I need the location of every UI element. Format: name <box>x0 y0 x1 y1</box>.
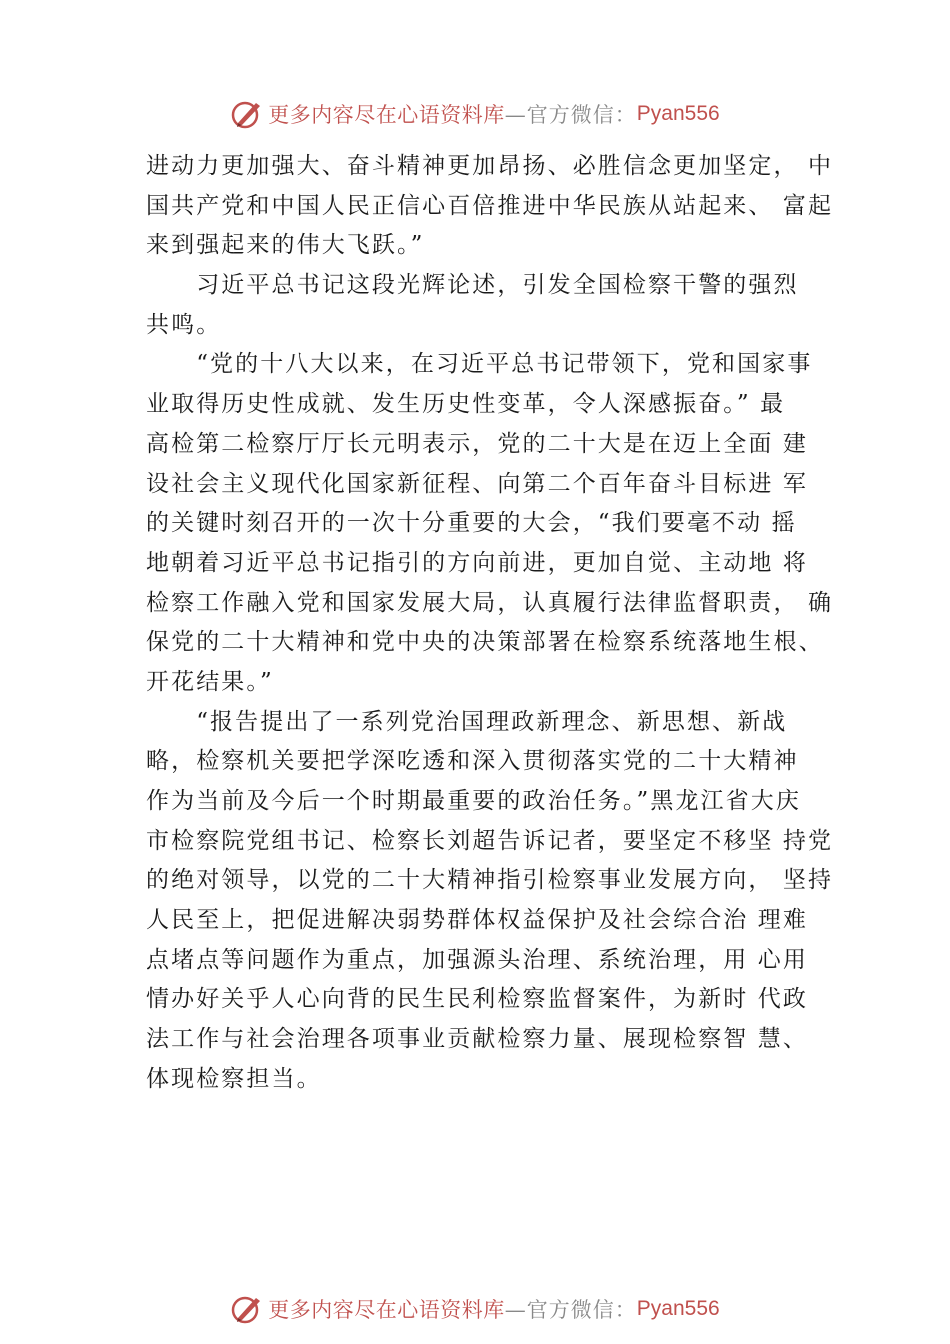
text-line: 人民至上，把促进解决弱势群体权益保护及社会综合治 理难 <box>146 907 809 934</box>
footer-official-label: —官方微信： <box>504 1298 637 1322</box>
header-wechat-id: Pyan556 <box>636 102 720 125</box>
text-line: 的绝对领导，以党的二十大精神指引检察事业发展方向， 坚持 <box>146 867 834 894</box>
text-line: 地朝着习近平总书记指引的方向前进，更加自觉、主动地 将 <box>146 549 809 576</box>
text-line: 保党的二十大精神和党中央的决策部署在检察系统落地生根、 <box>146 629 824 656</box>
text-line: 开花结果。” <box>146 668 274 695</box>
text-line: 作为当前及今后一个时期最重要的政治任务。”黑龙江省大庆 <box>146 788 801 814</box>
text-line: 来到强起来的伟大飞跃。” <box>146 232 425 259</box>
text-line: “党的十八大以来，在习近平总书记带领下，党和国家事 <box>146 351 813 378</box>
footer-banner <box>0 1291 950 1327</box>
text-line: 国共产党和中国人民正信心百倍推进中华民族从站起来、 富起 <box>146 192 834 219</box>
header-brand: 更多内容尽在心语资料库 <box>268 103 505 127</box>
header-official-label: —官方微信： <box>504 103 637 127</box>
text-line: 市检察院党组书记、检察长刘超告诉记者，要坚定不移坚 持党 <box>146 827 834 854</box>
text-line: 的关键时刻召开的一次十分重要的大会，“我们要毫不动 摇 <box>146 510 797 537</box>
text-line: 高检第二检察厅厅长元明表示，党的二十大是在迈上全面 建 <box>146 430 809 457</box>
footer-brand: 更多内容尽在心语资料库 <box>268 1298 505 1322</box>
pen-logo-icon <box>230 1292 264 1326</box>
text-line: 情办好关乎人心向背的民生民利检察监督案件，为新时 代政 <box>146 986 809 1013</box>
footer-wechat-id: Pyan556 <box>636 1297 720 1320</box>
article-body <box>146 147 846 1100</box>
text-line: 体现检察担当。 <box>146 1065 322 1092</box>
text-line: 习近平总书记这段光辉论述，引发全国检察干警的强烈 <box>146 272 799 299</box>
pen-logo-icon <box>230 97 264 131</box>
text-line: 点堵点等问题作为重点，加强源头治理、系统治理，用 心用 <box>146 946 809 973</box>
text-line: 设社会主义现代化国家新征程、向第二个百年奋斗目标进 军 <box>146 470 809 497</box>
text-line: 法工作与社会治理各项事业贡献检察力量、展现检察智 慧、 <box>146 1026 809 1053</box>
text-line: 检察工作融入党和国家发展大局，认真履行法律监督职责， 确 <box>146 589 834 616</box>
header-banner <box>0 96 950 132</box>
text-line: 进动力更加强大、奋斗精神更加昂扬、必胜信念更加坚定， 中 <box>146 153 834 179</box>
text-line: 业取得历史性成就、发生历史性变革，令人深感振奋。” 最 <box>146 391 786 418</box>
text-line: 略，检察机关要把学深吃透和深入贯彻落实党的二十大精神 <box>146 748 799 775</box>
text-line: “报告提出了一系列党治国理政新理念、新思想、新战 <box>146 708 788 735</box>
text-line: 共鸣。 <box>146 311 222 338</box>
